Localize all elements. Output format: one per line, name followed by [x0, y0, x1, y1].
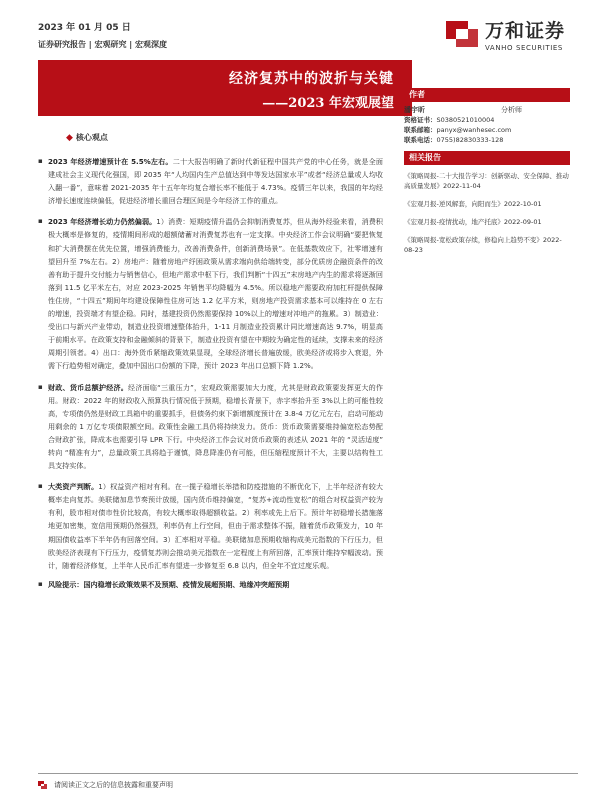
- title-banner: [38, 60, 412, 116]
- risk-body: 国内稳增长政策效果不及预期、疫情发展超预期、地缘冲突超预期: [83, 579, 290, 589]
- paragraph-body: 1）权益资产相对有利。在一揽子稳增长举措和防疫措施的不断优化下，上半年经济有较大概率走向复苏。美联储加息节奏预计放缓，国内货币维持偏宽，“复苏+流动性宽松”的组合对权益资产较为有利，股市相对债市性价比较高，有较大概率取得超额收益。2）利率或先上后下。预计年初稳增长措施落地更加密集，宽信用预期仍然强烈，利率仍有上行空间，但由于需求整体不振，随着货币政策发力，10 年期国债收益率下半年仍有回落空间。3）汇率相对平稳。美联储加息预期收缩构成美元指数的下行压力，但欧美经济表现有下行压力，疫情复苏则会推动美元指数在一定程度上有所回落，汇率预计维持窄幅波动。预计，随着经济修复，上半年人民币汇率有望进一步修复至 6.8 以内，但全年不宜过度乐观。: [48, 482, 384, 570]
- report-date: 2023 年 01 月 05 日: [38, 23, 131, 33]
- paragraph-growth: [38, 155, 383, 207]
- phone-value: 0755)82830333-128: [436, 136, 504, 144]
- risk-warning: [38, 578, 383, 591]
- cert-label: 资格证书：: [404, 116, 437, 124]
- related-report-item[interactable]: 《策略周报-宽松政策存续，修稳向上趋势不变》2022-08-23: [404, 236, 562, 254]
- sidebar: [384, 88, 570, 263]
- related-report-item[interactable]: 《宏观月报-疫情扰动，地产托底》2022-09-01: [404, 218, 542, 226]
- paragraph-body: 二十大报告明确了新时代新征程中国共产党的中心任务，就是全面建成社会主义现代化强国，即 2035 年“人均国内生产总值达到中等发达国家水平”或者“经济总量或人均收入翻一番”，意味着 2021-2035 年十五年年均复合增长率不能低于 4.73%。疫情三年以来，我国的年均经济增长速度连续偏低，促进经济增长重回合理区间是今年经济工作的重点。: [48, 157, 383, 206]
- diamond-icon: ◆: [66, 132, 73, 143]
- paragraph-lead: 财政、货币总额护经济。: [48, 382, 129, 392]
- author-name: 潘宇昕: [404, 106, 425, 114]
- related-report-item[interactable]: 《策略周报-二十大报告学习：创新驱动、安全保障、推动高质量发展》2022-11-04: [404, 172, 569, 190]
- paragraph-body: 1）消费：短期疫情升温仍会抑制消费复苏，但从海外经验来看，消费积极大概率是修复的，疫情期间形成的超额储蓄对消费复苏也有一定支撑。中央经济工作会议明确“要把恢复和扩大消费摆在优先位置，增强消费能力，改善消费条件，创新消费场景”。在低基数效应下，社零增速有望回升至 7%左右。2）房地产：随着房地产纾困政策从需求端向供给端转变，部分优质房企融资条件的改善有助于提升交付能力与销售信心，但地产需求中枢下行，我们判断“十四五”末房地产内生的需求将逐渐回落到 11.5 亿平米左右，对应 2023-2025 年销售平均降幅为 4.5%。所以稳地产需要政府加杠杆提供保障性住房，“十四五”期间年均建设保障性住房可达 1.2 亿平方米，则房地产投资需求基本可以维持在 0 左右的增速，投资端才有望企稳。同时，基建投资仍然需要保持 10%以上的增速对冲地产的拖累。3）制造业：受出口与新兴产业带动，制造业投资增速整体抬升，1-11 月制造业投资累计同比增速高达 9.7%，明显高于前期水平。在政策支持和金融倾斜的背景下，制造业投资有望在中期较为确定性的延续，支撑未来的经济周期引领者。4）出口：海外货币紧缩政策效果显现，全球经济增长普遍放缓，欧美经济或将步入衰退，外需下行趋势相对确定，叠加中国出口份额的下降，预计 2023 年出口总额下降 1.2%。: [48, 217, 383, 371]
- related-reports-list: [404, 165, 570, 255]
- author-phone: [404, 135, 570, 145]
- paragraph-assets: [38, 480, 383, 572]
- author-email: [404, 125, 570, 135]
- report-header: [38, 20, 167, 50]
- related-section-label: 相关报告: [404, 151, 570, 165]
- page-footer: [38, 773, 578, 790]
- vanho-small-logo-icon: [38, 780, 48, 790]
- author-block: [404, 102, 570, 145]
- report-subtitle: ——2023 年宏观展望: [262, 96, 394, 111]
- logo-name-en: VANHO SECURITIES: [484, 44, 563, 52]
- report-type: 证券研究报告 | 宏观研究 | 宏观深度: [38, 40, 167, 49]
- logo-name-cn: 万和证券: [484, 20, 565, 42]
- author-role: 分析师: [501, 106, 522, 114]
- paragraph-drivers: [38, 215, 383, 372]
- author-cert: [404, 115, 570, 125]
- cert-value: S0380521010004: [436, 116, 495, 124]
- report-title: 经济复苏中的波折与关键: [229, 71, 394, 87]
- phone-label: 联系电话：: [404, 136, 437, 144]
- company-logo: [445, 16, 565, 52]
- core-view-label: 核心观点: [75, 133, 108, 142]
- email-value[interactable]: panyx@wanhesec.com: [436, 126, 512, 134]
- author-row: [404, 105, 570, 115]
- core-view-heading: [66, 132, 383, 143]
- email-label: 联系邮箱：: [404, 126, 437, 134]
- disclaimer-text: 请阅读正文之后的信息披露和重要声明: [54, 781, 173, 789]
- paragraph-lead: 2023 年经济增长动力仍然偏弱。: [48, 217, 157, 227]
- author-section-label: 作者: [404, 88, 570, 102]
- paragraph-body: 经济面临“三重压力”，宏观政策需要加大力度，尤其是财政政策要发挥更大的作用。财政：2022 年的财政收入预算执行情况低于预期，稳增长背景下，赤字率抬升至 3%以上的可能性较高，专项债仍然是财政工具箱中的重要抓手，但债务约束下新增额度预计在 3.8-4 万亿元左右，启动可能动用剩余的 1 万亿专项债限额空间。政策性金融工具仍将持续发力。货币：货币政策需要维持偏宽松态势配合财政扩张，降成本也需要引导 LPR 下行。中央经济工作会议对货币政策的表述从 2021 年的 “灵活适度” 转向 “精准有力”，总量政策工具将趋于谨慎，降息降准仍有可能，但压缩程度预计不大，主要以结构性工具支持实体。: [48, 382, 383, 471]
- main-content: [38, 132, 383, 591]
- paragraph-lead: 大类资产判断。: [48, 482, 99, 492]
- paragraph-lead: 2023 年经济增速预计在 5.5%左右。: [48, 157, 173, 166]
- paragraph-policy: [38, 381, 383, 473]
- related-report-item[interactable]: 《宏观月报-逆风解套，向阳而生》2022-10-01: [404, 200, 542, 208]
- vanho-logo-icon: [445, 17, 479, 51]
- paragraph-list: [38, 155, 383, 591]
- risk-lead: 风险提示：: [48, 579, 84, 589]
